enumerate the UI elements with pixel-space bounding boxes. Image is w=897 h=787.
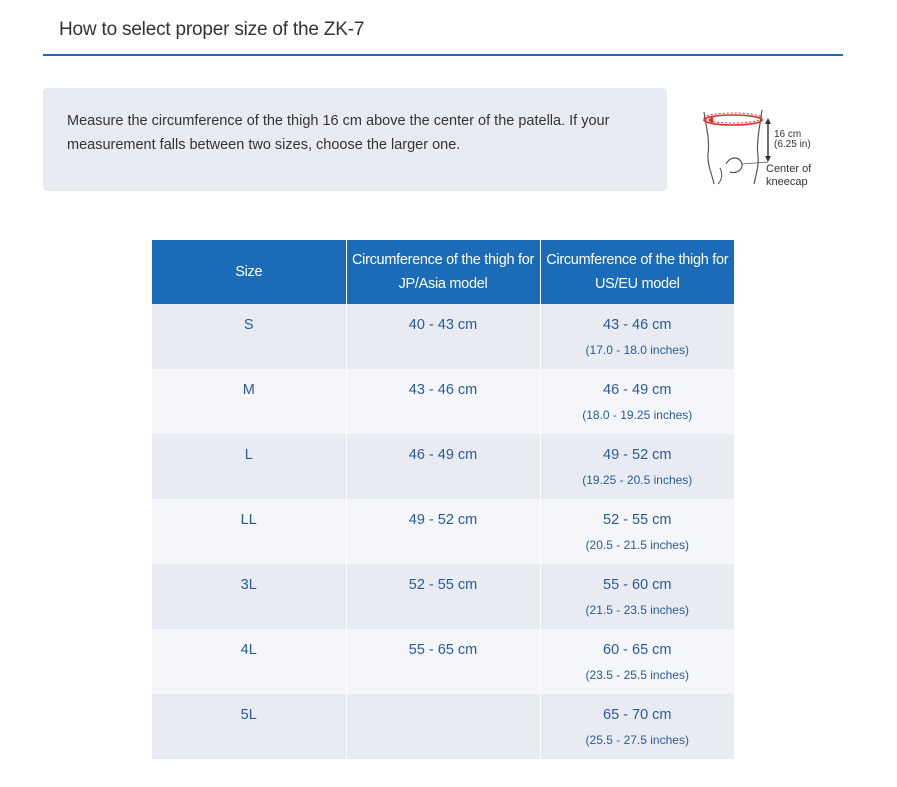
size-value: S <box>243 317 254 333</box>
table-row <box>152 434 734 499</box>
measurement-note <box>43 88 667 191</box>
table-header-row <box>152 240 734 304</box>
diagram-label-line2: kneecap <box>766 176 808 188</box>
us-range: 49 - 52 cm <box>603 447 672 463</box>
table-row <box>152 369 734 434</box>
jp-cell <box>346 369 540 434</box>
size-cell <box>152 369 346 434</box>
us-range: 60 - 65 cm <box>603 642 672 658</box>
us-range: 65 - 70 cm <box>603 707 672 723</box>
title-divider <box>43 54 843 56</box>
us-cell <box>540 369 734 434</box>
jp-range <box>347 694 540 706</box>
jp-cell <box>346 629 540 694</box>
jp-range: 43 - 46 cm <box>408 382 478 398</box>
table-row <box>152 629 734 694</box>
jp-cell <box>346 434 540 499</box>
jp-cell <box>346 304 540 369</box>
us-range: 55 - 60 cm <box>603 577 672 593</box>
size-cell <box>152 304 346 369</box>
distance-arrow-top-icon <box>765 118 771 124</box>
us-cell <box>540 629 734 694</box>
header-us-eu: Circumference of the thigh for US/EU model <box>540 240 734 304</box>
us-range-inches: (23.5 - 25.5 inches) <box>585 668 689 682</box>
table-row <box>152 564 734 629</box>
size-cell <box>152 499 346 564</box>
knee-crease <box>718 168 722 184</box>
kneecap-outline <box>726 158 742 173</box>
size-value: 5L <box>240 707 257 723</box>
diagram-distance-cm: 16 cm <box>774 129 802 140</box>
jp-range: 55 - 65 cm <box>408 642 478 658</box>
size-value: LL <box>240 512 257 528</box>
diagram-distance-in: (6.25 in) <box>774 139 811 150</box>
table-row <box>152 499 734 564</box>
jp-range: 49 - 52 cm <box>408 512 478 528</box>
us-range-inches: (21.5 - 23.5 inches) <box>585 603 689 617</box>
jp-range: 52 - 55 cm <box>408 577 478 593</box>
us-range: 46 - 49 cm <box>603 382 672 398</box>
distance-arrow-bottom-icon <box>765 156 771 162</box>
us-cell <box>540 564 734 629</box>
us-cell <box>540 694 734 759</box>
us-cell <box>540 304 734 369</box>
jp-range: 46 - 49 cm <box>408 447 478 463</box>
jp-cell <box>346 499 540 564</box>
size-cell <box>152 564 346 629</box>
table-row <box>152 304 734 369</box>
size-value: 3L <box>240 577 257 593</box>
us-range-inches: (17.0 - 18.0 inches) <box>585 343 689 357</box>
size-value: M <box>242 382 255 398</box>
size-cell <box>152 434 346 499</box>
knee-measurement-diagram <box>698 104 828 196</box>
us-cell <box>540 499 734 564</box>
measurement-note-text: Measure the circumference of the thigh 16 cm above the center of the patella. If your measurement falls between two sizes, choose the larger one. <box>67 113 610 153</box>
page-title: How to select proper size of the ZK-7 <box>59 19 365 40</box>
header-jp-asia: Circumference of the thigh for JP/Asia model <box>346 240 540 304</box>
jp-range: 40 - 43 cm <box>408 317 478 333</box>
jp-cell <box>346 694 540 759</box>
us-range-inches: (18.0 - 19.25 inches) <box>582 408 693 422</box>
us-range-inches: (20.5 - 21.5 inches) <box>585 538 689 552</box>
us-range-inches: (19.25 - 20.5 inches) <box>582 473 693 487</box>
diagram-label-line1: Center of <box>766 163 812 175</box>
jp-cell <box>346 564 540 629</box>
header-size: Size <box>152 240 346 304</box>
kneecap-pointer <box>742 162 768 164</box>
table-row <box>152 694 734 759</box>
size-cell <box>152 629 346 694</box>
size-chart-table <box>152 240 734 759</box>
size-value: L <box>244 447 253 463</box>
us-range: 43 - 46 cm <box>603 317 672 333</box>
us-range: 52 - 55 cm <box>603 512 672 528</box>
size-value: 4L <box>240 642 257 658</box>
size-cell <box>152 694 346 759</box>
us-cell <box>540 434 734 499</box>
us-range-inches: (25.5 - 27.5 inches) <box>585 733 689 747</box>
